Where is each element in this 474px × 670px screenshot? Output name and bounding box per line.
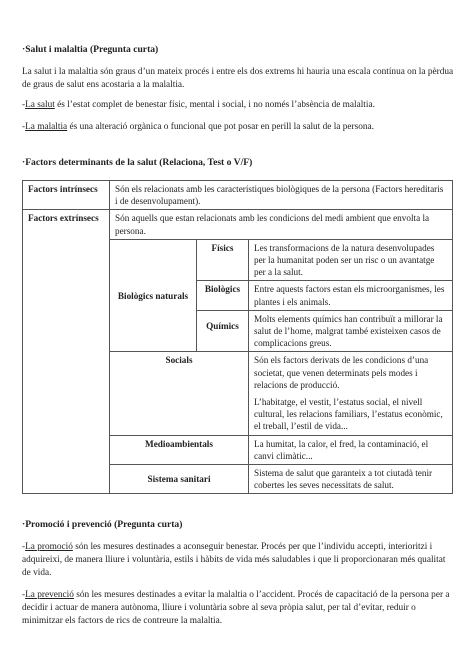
malaltia-definition-text: és una alteració orgànica o funcional que pot posar en perill la salut de la persona. bbox=[67, 122, 374, 132]
salut-dash: - bbox=[22, 100, 26, 110]
socials-cell bbox=[249, 352, 453, 435]
fisics-text: Les transformacions de la natura desenvolupades per la humanitat poden ser un risc o un avantatge per a la salut. bbox=[249, 239, 453, 281]
factors-intrinsecs-text: Són els relacionats amb les característiques biològiques de la persona (Factors hereditaris i de desenvolupament). bbox=[110, 181, 453, 210]
quimics-label: Químics bbox=[197, 310, 249, 352]
section-salut-title: ·Salut i malaltia (Pregunta curta) bbox=[22, 44, 159, 55]
malaltia-term: La malaltia bbox=[25, 122, 68, 132]
sistema-sanitari-label: Sistema sanitari bbox=[110, 465, 249, 494]
factors-extrinsecs-text: Són aquells que estan relacionats amb les condicions del medi ambient que envolta la persona. bbox=[110, 210, 453, 239]
salut-definition bbox=[22, 99, 458, 112]
salut-term: La salut bbox=[25, 100, 55, 110]
prevencio-definition-text: són les mesures destinades a evitar la malaltia o l’accident. Procés de capacitació de la persona per a decidir i actuar de manera autònoma, lliure i voluntària sobre al seva pròpia salut, per tal d’evitar, reduir o minimitzar els factors de rics de contreure la malaltia. bbox=[22, 590, 450, 627]
biologics-text: Entre aquests factors estan els microorganismes, les plantes i els animals. bbox=[249, 281, 453, 310]
medioambientals-label: Medioambientals bbox=[110, 435, 249, 464]
factors-extrinsecs-label: Factors extrínsecs bbox=[23, 210, 110, 494]
prevencio-dash: - bbox=[22, 590, 26, 600]
socials-text-2: L’habitatge, el vestit, l’estatus social, el nivell cultural, les relacions familiars, l’estatus econòmic, el treball, l’estil de vida... bbox=[254, 397, 443, 432]
medioambientals-text: La humitat, la calor, el fred, la contaminació, el canvi climàtic... bbox=[249, 435, 453, 464]
quimics-text: Molts elements químics han contribuït a millorar la salut de l’home, malgrat també existeixen casos de complicacions greus. bbox=[249, 310, 453, 352]
table-row bbox=[23, 181, 453, 210]
section-promocio-title: ·Promoció i prevenció (Pregunta curta) bbox=[22, 519, 183, 530]
biologics-naturals-label: Biològics naturals bbox=[110, 239, 197, 352]
promocio-dash: - bbox=[22, 542, 26, 552]
promocio-term: La promoció bbox=[25, 542, 73, 552]
socials-text-1: Són els factors derivats de les condicions d’una societat, que venen determinats pels modes i relacions de producció. bbox=[254, 355, 429, 390]
malaltia-dash: - bbox=[22, 122, 26, 132]
fisics-label: Físics bbox=[197, 239, 249, 281]
section-factors-title: ·Factors determinants de la salut (Relaciona, Test o V/F) bbox=[22, 157, 253, 168]
table-row bbox=[23, 210, 453, 239]
socials-label: Socials bbox=[110, 352, 249, 435]
malaltia-definition bbox=[22, 121, 462, 134]
prevencio-definition bbox=[22, 589, 454, 629]
promocio-definition-text: són les mesures destinades a aconseguir benestar. Procés per que l’individu accepti, interioritzi i adquireixi, de manera lliure i voluntària, estils i hàbits de vida més saludables i que li proporcionaran més qualitat de vida. bbox=[22, 542, 446, 579]
salut-definition-text: és l’estat complet de benestar físic, mental i social, i no només l’absència de malaltia. bbox=[54, 100, 375, 110]
factors-table bbox=[22, 180, 453, 494]
section-salut-intro: La salut i la malaltia són graus d’un mateix procés i entre els dos extrems hi hauria una escala contínua on la pèrdua de graus de salut ens acostaria a la malaltia. bbox=[22, 67, 454, 91]
factors-intrinsecs-label: Factors intrínsecs bbox=[23, 181, 110, 210]
biologics-sub-label: Biològics bbox=[197, 281, 249, 310]
prevencio-term: La prevenció bbox=[25, 590, 74, 600]
sistema-sanitari-text: Sistema de salut que garanteix a tot ciutadà tenir cobertes les seves necessitats de salut. bbox=[249, 465, 453, 494]
promocio-definition bbox=[22, 541, 454, 581]
